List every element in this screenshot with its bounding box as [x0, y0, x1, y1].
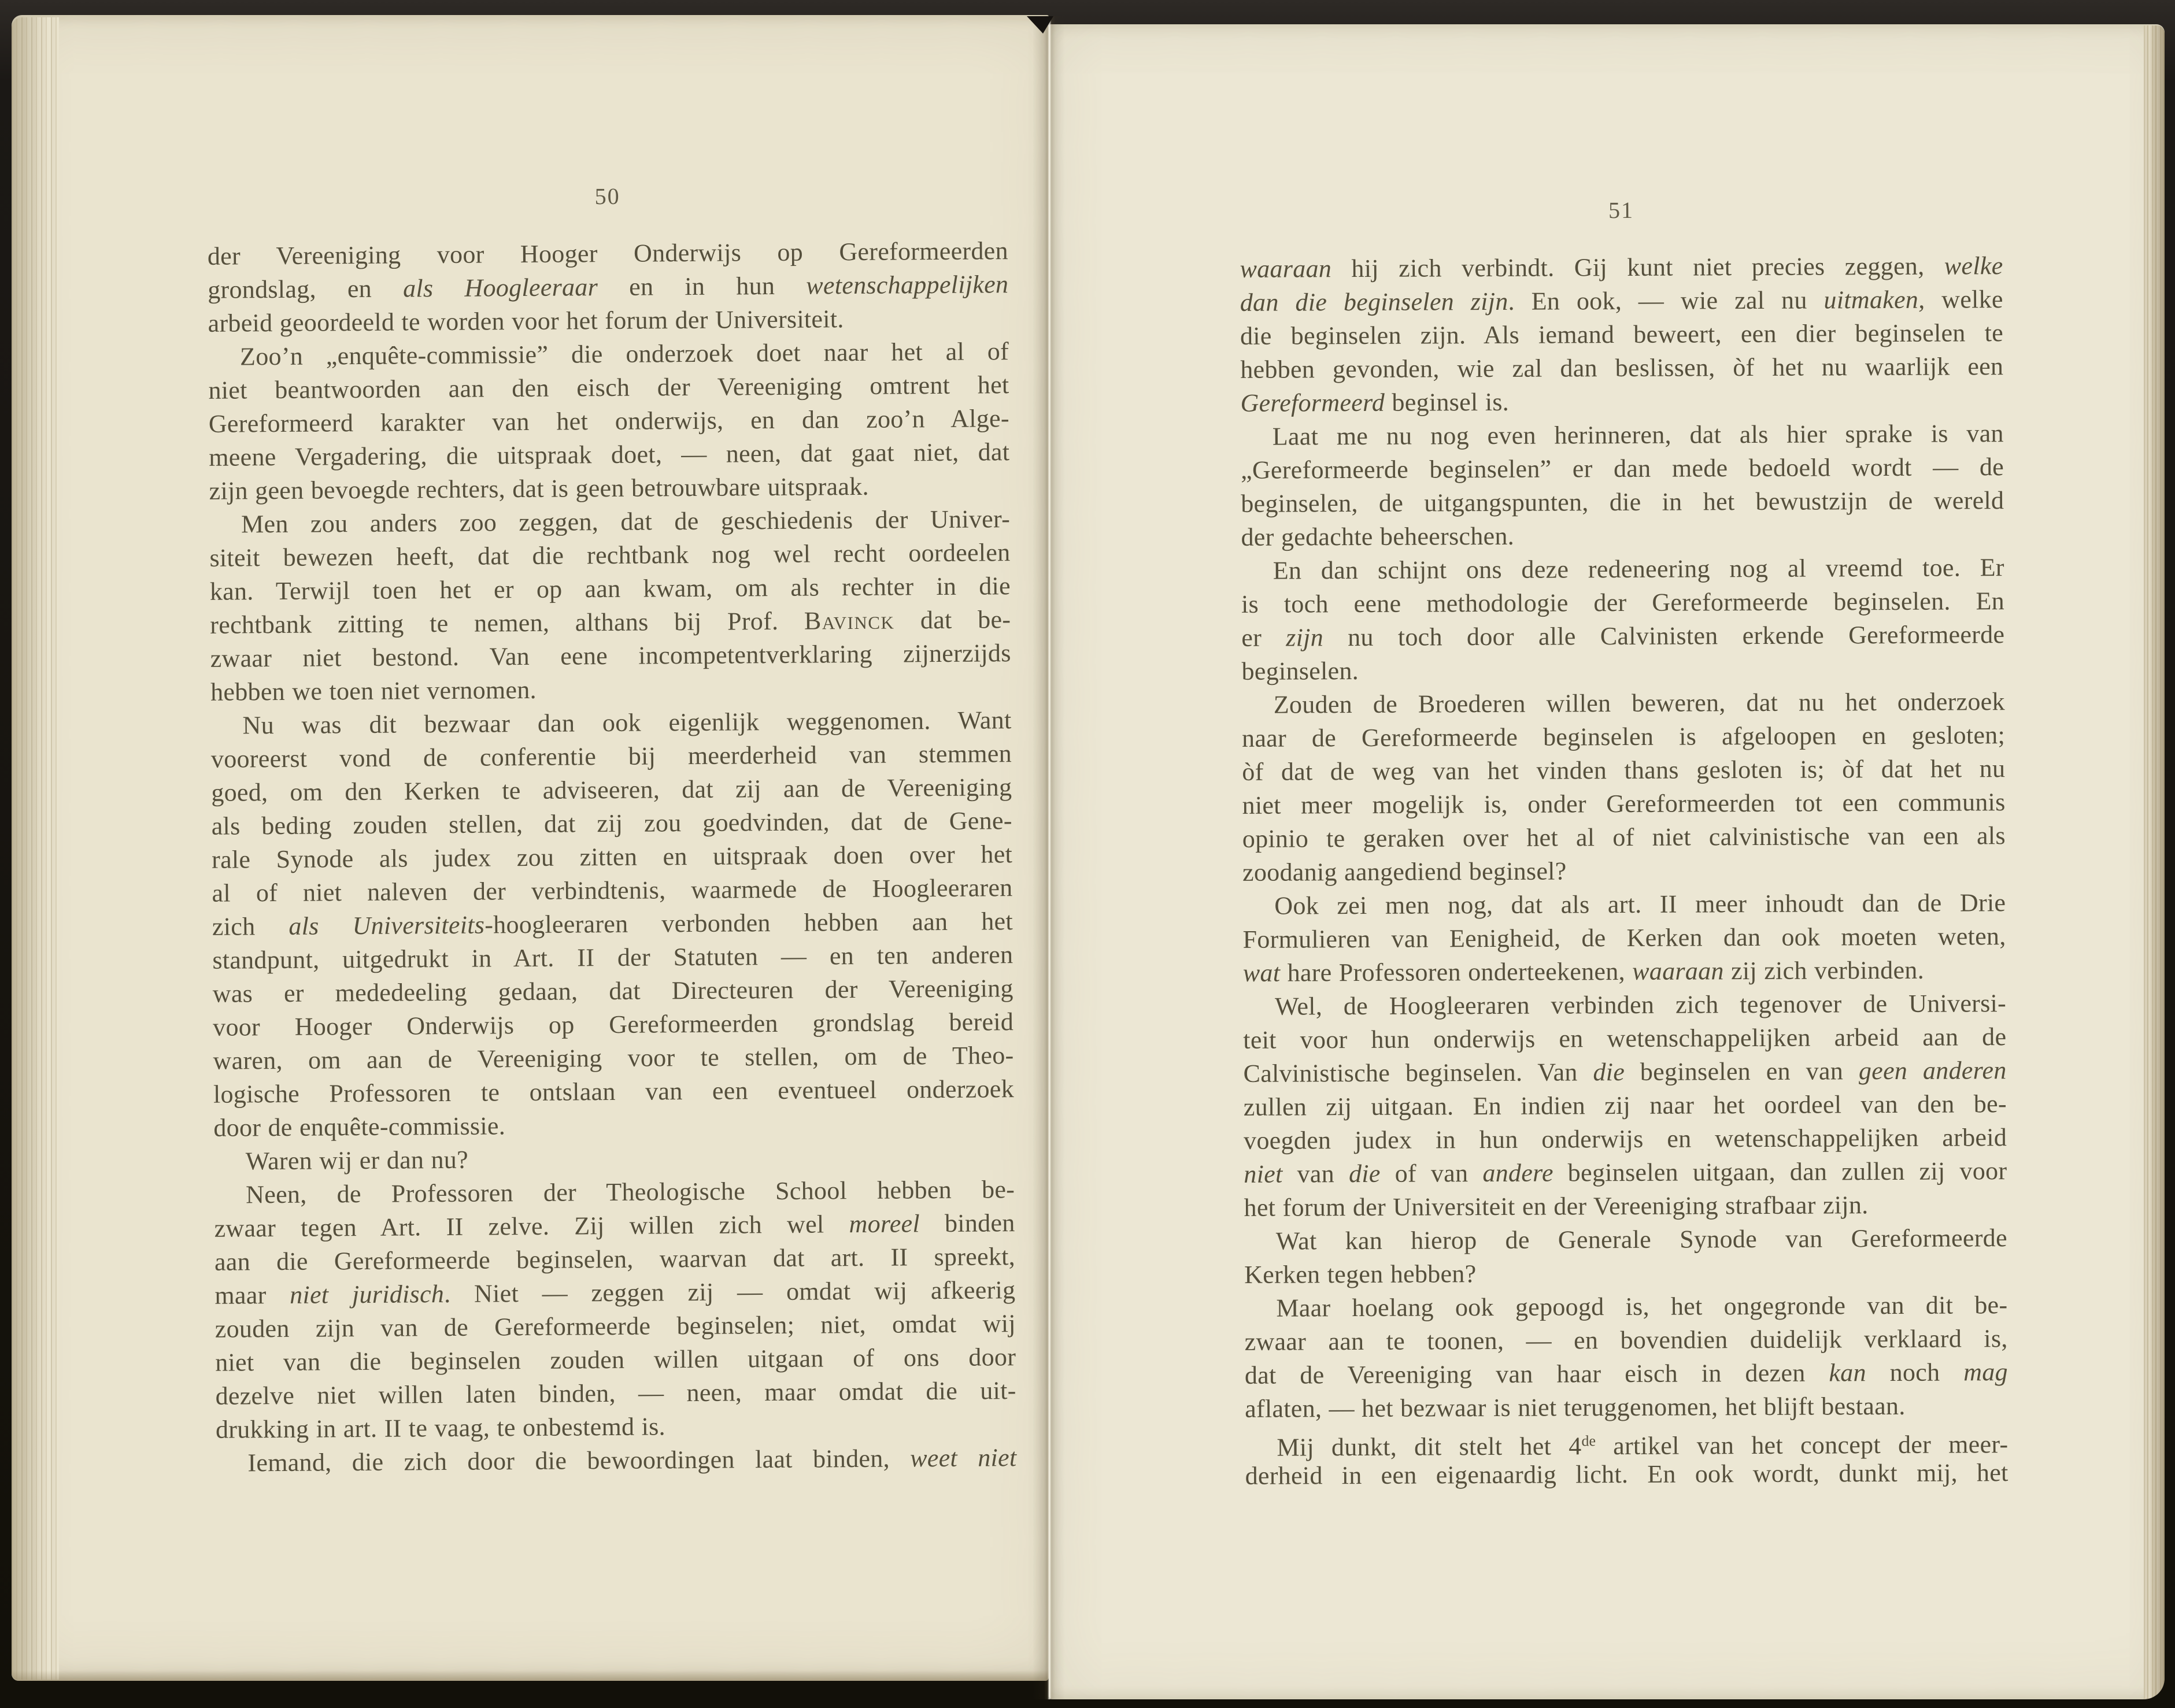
text-line: Laat me nu nog even herinneren, dat als hier sprake is van	[1272, 419, 2004, 451]
text-line: logische Professoren te ontslaan van een eventueel onderzoek	[213, 1075, 1015, 1109]
text-line: er zijn nu toch door alle Calvinisten erkende Gereformeerde	[1241, 620, 2005, 652]
text-line: goed, om den Kerken te adviseeren, dat zij aan de Vereeniging	[211, 773, 1012, 807]
page-edge-stack-right	[2144, 25, 2165, 1699]
text-line: rechtbank zitting te nemen, althans bij Prof. Bavinck dat be-	[210, 605, 1011, 639]
text-line: meene Vergadering, die uitspraak doet, — neen, dat gaat niet, dat	[209, 438, 1010, 472]
text-line: waren, om aan de Vereeniging voor te stellen, om de Theo-	[213, 1041, 1014, 1075]
text-line: voegden judex in hun onderwijs en wetenschappelijken arbeid	[1244, 1123, 2007, 1155]
text-line: aflaten, — het bezwaar is niet teruggenomen, het blijft bestaan.	[1245, 1391, 1906, 1423]
text-line: zwaar tegen Art. II zelve. Zij willen zich wel moreel binden	[214, 1209, 1015, 1243]
text-line: dat de Vereeniging van haar eisch in dezen kan noch mag	[1244, 1358, 2008, 1390]
text-line: Wel, de Hoogleeraren verbinden zich tegenover de Universi-	[1274, 989, 2007, 1021]
text-line: grondslag, en als Hoogleeraar en in hun wetenschappelijken	[208, 270, 1009, 304]
page-text	[1240, 249, 2008, 1493]
text-line: Gereformeerd beginsel is.	[1240, 387, 1510, 417]
text-line: Kerken tegen hebben?	[1244, 1259, 1477, 1289]
text-line: die beginselen zijn. Als iemand beweert, een dier beginselen te	[1240, 318, 2004, 350]
text-line: beginselen, de uitgangspunten, die in het bewustzijn de wereld	[1241, 486, 2004, 518]
text-line: Ook zei men nog, dat als art. II meer inhoudt dan de Drie	[1274, 888, 2006, 920]
text-line: Calvinistische beginselen. Van die beginselen en van geen anderen	[1243, 1056, 2007, 1088]
text-line: En dan schijnt ons deze redeneering nog al vreemd toe. Er	[1273, 553, 2004, 585]
text-line: beginselen.	[1241, 656, 1359, 686]
text-line: Men zou anders zoo zeggen, dat de geschiedenis der Univer-	[241, 505, 1011, 539]
right-page	[1049, 24, 2165, 1699]
text-line: derheid in een eigenaardig licht. En ook wordt, dunkt mij, het	[1245, 1458, 2008, 1490]
text-line: niet van die of van andere beginselen uitgaan, dan zullen zij voor	[1244, 1157, 2007, 1188]
text-line: aan die Gereformeerde beginselen, waarvan dat art. II spreekt,	[214, 1242, 1016, 1276]
text-line: teit voor hun onderwijs en wetenschappelijken arbeid aan de	[1243, 1022, 2007, 1054]
text-line: Mij dunkt, dit stelt het 4de artikel van het concept der meer-	[1277, 1430, 2008, 1462]
text-line: Formulieren van Eenigheid, de Kerken dan ook moeten weten,	[1242, 922, 2006, 954]
text-line: Zouden de Broederen willen beweren, dat nu het onderzoek	[1273, 687, 2005, 719]
page-edge-stack-left	[12, 17, 59, 1680]
left-page-text-block	[207, 181, 1017, 1480]
text-line: wat hare Professoren onderteekenen, waaraan zij zich verbinden.	[1242, 955, 1925, 987]
text-line: door de enquête-commissie.	[213, 1112, 506, 1142]
page-number: 50	[594, 183, 620, 210]
text-line: Waren wij er dan nu?	[245, 1145, 469, 1176]
text-line: zullen zij uitgaan. En indien zij naar het oordeel van den be-	[1243, 1090, 2007, 1121]
text-line: der Vereeniging voor Hooger Onderwijs op Gereformeerden	[207, 236, 1008, 271]
text-line: zich als Universiteits-hoogleeraren verbonden hebben aan het	[212, 907, 1013, 941]
text-line: hebben we toen niet vernomen.	[210, 675, 537, 706]
text-line: Maar hoelang ook gepoogd is, het ongegronde van dit be-	[1276, 1291, 2008, 1322]
text-line: maar niet juridisch. Niet — zeggen zij — omdat wij afkeerig	[214, 1276, 1016, 1310]
text-line: vooreerst vond de conferentie bij meerderheid van stemmen	[210, 739, 1012, 773]
text-line: niet meer mogelijk is, onder Gereformeerden tot een communis	[1242, 788, 2006, 820]
text-line: zwaar aan te toonen, — en bovendien duidelijk verklaard is,	[1244, 1324, 2008, 1356]
book-gutter	[1033, 16, 1065, 1699]
text-line: zoodanig aangediend beginsel?	[1242, 857, 1567, 887]
text-line: als beding zouden stellen, dat zij zou goedvinden, dat de Gene-	[211, 806, 1012, 840]
text-line: der gedachte beheerschen.	[1241, 521, 1515, 551]
text-line: rale Synode als judex zou zitten en uitspraak doen over het	[211, 840, 1013, 874]
text-line: Neen, de Professoren der Theologische School hebben be-	[246, 1175, 1015, 1209]
text-line: waaraan hij zich verbindt. Gij kunt niet precies zeggen, welke	[1240, 251, 2003, 283]
text-line: Iemand, die zich door die bewoordingen laat binden, weet niet	[247, 1443, 1017, 1477]
text-line: al of niet naleven der verbindtenis, waarmede de Hoogleeraren	[212, 873, 1013, 907]
text-line: Zoo’n „enquête-commissie” die onderzoek doet naar het al of	[239, 337, 1009, 371]
text-line: Nu was dit bezwaar dan ook eigenlijk weggenomen. Want	[242, 706, 1012, 740]
left-page	[12, 15, 1049, 1681]
text-line: voor Hooger Onderwijs op Gereformeerden grondslag bereid	[213, 1007, 1014, 1042]
text-line: „Gereformeerde beginselen” er dan mede bedoeld wordt — de	[1240, 453, 2004, 484]
text-line: het forum der Universiteit en der Vereeniging strafbaar zijn.	[1244, 1191, 1869, 1222]
text-line: zwaar niet bestond. Van eene incompetentverklaring zijnerzijds	[210, 639, 1011, 673]
text-line: zijn geen bevoegde rechters, dat is geen betrouwbare uitspraak.	[209, 472, 869, 505]
text-line: òf dat de weg van het vinden thans gesloten is; òf dat het nu	[1242, 754, 2006, 786]
text-line: was er mededeeling gedaan, dat Directeuren der Vereeniging	[212, 974, 1013, 1008]
text-line: opinio te geraken over het al of niet calvinistische van een als	[1242, 821, 2006, 853]
text-line: standpunt, uitgedrukt in Art. II der Statuten — en ten anderen	[212, 940, 1013, 975]
text-line: drukking in art. II te vaag, te onbestemd is.	[215, 1412, 666, 1444]
text-line: naar de Gereformeerde beginselen is afgeloopen en gesloten;	[1241, 721, 2006, 753]
text-line: is toch eene methodologie der Gereformeerde beginselen. En	[1241, 587, 2005, 618]
text-line: hebben gevonden, wie zal dan beslissen, òf het nu waarlijk een	[1240, 352, 2004, 384]
right-page-text-block	[1240, 196, 2008, 1493]
gutter-notch	[1027, 16, 1053, 34]
text-line: dezelve niet willen laten binden, — neen, maar omdat die uit-	[215, 1376, 1016, 1410]
text-line: niet van die beginselen zouden willen uitgaan of ons door	[215, 1343, 1016, 1377]
text-line: zouden zijn van de Gereformeerde beginselen; niet, omdat wij	[214, 1309, 1016, 1343]
page-edge-bottom	[12, 1670, 1049, 1681]
text-line: arbeid geoordeeld te worden voor het forum der Universiteit.	[208, 305, 844, 338]
text-line: siteit bewezen heeft, dat die rechtbank nog wel recht oordeelen	[209, 538, 1011, 572]
page-number: 51	[1608, 197, 1634, 224]
text-line: Wat kan hierop de Generale Synode van Gereformeerde	[1275, 1224, 2007, 1255]
text-line: Gereformeerd karakter van het onderwijs, en dan zoo’n Alge-	[208, 404, 1010, 438]
text-line: kan. Terwijl toen het er op aan kwam, om als rechter in die	[209, 572, 1011, 606]
text-line: dan die beginselen zijn. En ook, — wie zal nu uitmaken, welke	[1240, 285, 2003, 317]
page-text	[208, 234, 1017, 1480]
text-line: niet beantwoorden aan den eisch der Vereeniging omtrent het	[208, 371, 1009, 405]
